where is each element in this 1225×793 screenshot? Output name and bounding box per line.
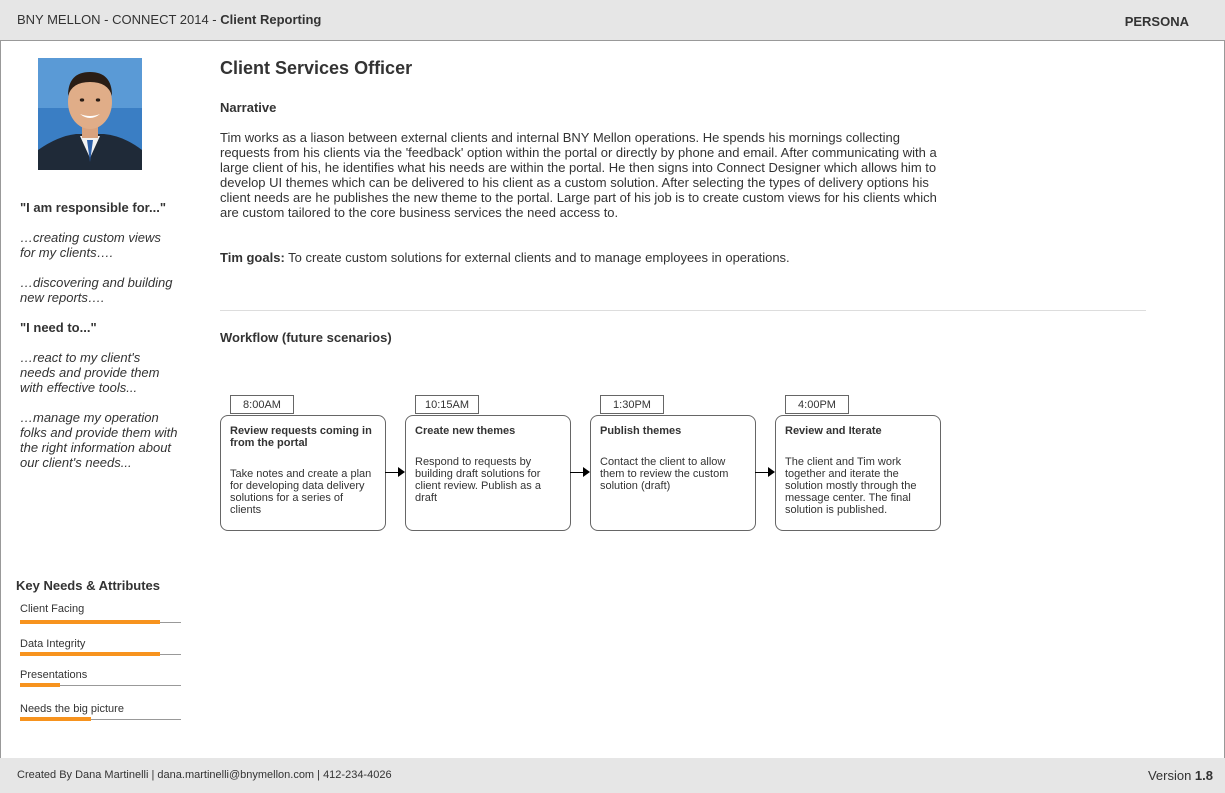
- workflow-time: 4:00PM: [785, 395, 849, 414]
- workflow-step-desc: Respond to requests by building draft solutions for client review. Publish as a draft: [415, 456, 541, 504]
- persona-title: Client Services Officer: [220, 58, 413, 78]
- persona-label: PERSONA: [1124, 14, 1189, 29]
- divider: [220, 310, 1146, 311]
- arrow-right-icon: [755, 470, 775, 475]
- workflow-step-title: Review requests coming in from the portal: [230, 425, 372, 449]
- key-need-label: Client Facing: [20, 603, 85, 615]
- workflow-card: [405, 415, 571, 531]
- workflow-step-desc: The client and Tim work together and iterate the solution mostly through the message center. The final solution is published.: [785, 456, 917, 516]
- key-need-item: [20, 603, 181, 633]
- key-need-label: Data Integrity: [20, 638, 86, 650]
- key-need-bar: [20, 683, 60, 687]
- version-number: 1.8: [1194, 768, 1213, 783]
- workflow-step-title: Publish themes: [600, 425, 682, 437]
- workflow-time: 1:30PM: [600, 395, 664, 414]
- workflow-time: 8:00AM: [230, 395, 294, 414]
- key-need-item: [20, 669, 181, 699]
- workflow-time: 10:15AM: [415, 395, 479, 414]
- arrow-right-icon: [385, 470, 405, 475]
- key-need-label: Presentations: [20, 669, 88, 681]
- goals-text: To create custom solutions for external clients and to manage employees in operations.: [284, 250, 790, 265]
- goals-label: Tim goals:: [220, 250, 285, 265]
- need-heading: "I need to...": [20, 320, 97, 335]
- need-item: …manage my operation folks and provide them with the right information about our client's needs...: [20, 410, 178, 470]
- key-need-bar: [20, 620, 160, 624]
- app-title-text: BNY MELLON - CONNECT 2014 -: [17, 12, 221, 27]
- workflow-card: [590, 415, 756, 531]
- key-needs-title: Key Needs & Attributes: [16, 578, 160, 593]
- workflow-step-title: Review and Iterate: [785, 425, 882, 437]
- workflow-heading: Workflow (future scenarios): [220, 330, 392, 345]
- responsible-item: …discovering and building new reports….: [20, 275, 173, 305]
- workflow-step-desc: Take notes and create a plan for developing data delivery solutions for a series of clients: [230, 468, 372, 516]
- key-need-item: [20, 703, 181, 733]
- responsible-heading: "I am responsible for...": [20, 200, 166, 215]
- need-item: …react to my client's needs and provide them with effective tools...: [20, 350, 160, 395]
- footer-credit: Created By Dana Martinelli | dana.martinelli@bnymellon.com | 412-234-4026: [17, 769, 392, 781]
- key-need-item: [20, 638, 181, 668]
- key-need-label: Needs the big picture: [20, 703, 124, 715]
- section-title: Client Reporting: [220, 12, 322, 27]
- version-label: Version: [1147, 768, 1195, 783]
- version: [1148, 768, 1213, 783]
- workflow-step-title: Create new themes: [415, 425, 516, 437]
- workflow-card: [220, 415, 386, 531]
- persona-photo: [38, 58, 142, 170]
- arrow-right-icon: [570, 470, 590, 475]
- top-bar: [0, 0, 1225, 40]
- responsible-item: …creating custom views for my clients….: [20, 230, 161, 260]
- workflow-card: [775, 415, 941, 531]
- app-title: [17, 12, 321, 27]
- workflow-step-desc: Contact the client to allow them to review the custom solution (draft): [600, 456, 729, 492]
- narrative-text: Tim works as a liason between external clients and internal BNY Mellon operations. He spends his mornings collecting requests from his clients via the 'feedback' option within the portal or directly by phone and email. After communicating with a large client of his, he identifies what his needs are within the portal. He then signs into Connect Designer which allows him to develop UI themes which can be delivered to his client as a custom solution. After selecting the types of delivery options his client needs are he publishes the new theme to the portal. Large part of his job is to create custom views for his clients which are custom tailored to the core business services the need access to.: [220, 130, 937, 220]
- footer: [0, 758, 1225, 793]
- key-need-bar: [20, 717, 91, 721]
- goals: [220, 250, 790, 265]
- key-need-bar: [20, 652, 160, 656]
- narrative-heading: Narrative: [220, 100, 277, 115]
